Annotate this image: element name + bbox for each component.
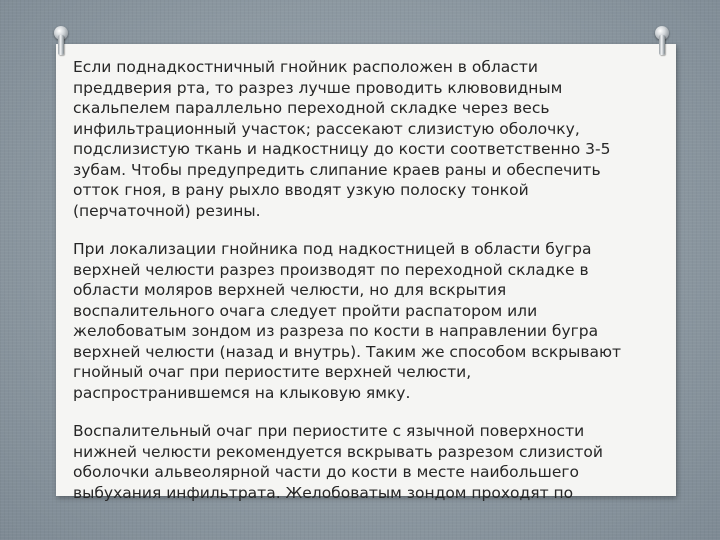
pushpin-icon — [654, 26, 670, 56]
paragraph-maxillary-tuber: При локализации гнойника под надкостницей в области бугра верхней челюсти разрез производят по переходной складке в области моляров верхней челюсти, но для вскрытия воспалительного очага следует пройти распатором или желобоватым зондом из разреза по кости в направлении бугра верхней челюсти (назад и внутрь). Таким же способом вскрывают гнойный очаг при периостите верхней челюсти, распространившемся на клыковую ямку. — [73, 240, 622, 402]
pushpin-icon — [53, 26, 69, 56]
paragraph-mandible-lingual: Воспалительный очаг при периостите с язычной поверхности нижней челюсти рекомендуется вскрывать разрезом слизистой оболочки альвеолярной части до кости в месте наибольшего выбухания инфильтрата. Желобоватым зондом проходят по — [73, 422, 603, 502]
paragraph-maxillary-vestibule: Если поднадкостничный гнойник расположен в области преддверия рта, то разрез лучше проводить клювовидным скальпелем параллельно переходной складке через весь инфильтрационный участок; рассекают слизистую оболочку, подслизистую ткань и надкостницу до кости соответственно 3-5 зубам. Чтобы предупредить слипание краев раны и обеспечить отток гноя, в рану рыхло вводят узкую полоску тонкой (перчаточной) резины. — [73, 58, 611, 220]
slide-body-text — [73, 57, 685, 521]
